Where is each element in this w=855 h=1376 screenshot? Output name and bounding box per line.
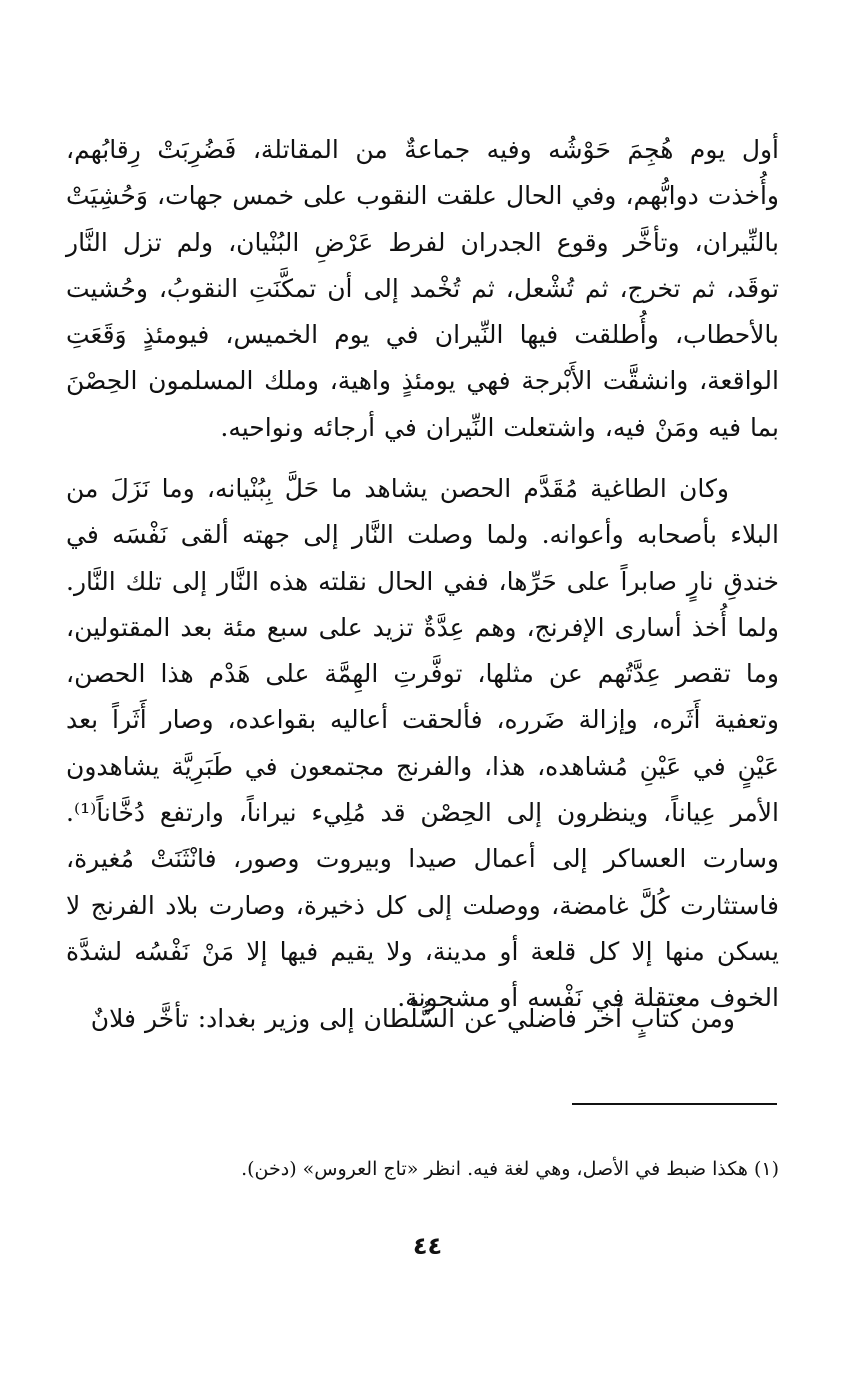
body-paragraph-3: ومن كتابٍ آخر فاضلي عن السُّلْطان إلى وزير بغداد: تأخَّر فلانٌ bbox=[90, 1004, 735, 1033]
page-number: ٤٤ bbox=[412, 1232, 443, 1260]
body-paragraph-1: أول يوم هُجِمَ حَوْشُه وفيه جماعةٌ من المقاتلة، فَضُرِبَتْ رِقابُهم، وأُخذت دوابُّهم، وفي الحال علقت النقوب على خمس جهات، وَحُشِيَتْ بالنِّيران، وتأخَّر وقوع الجدران لفرط عَرْضِ البُنْيان، ولم تزل النَّار توقَد، ثم تخرج، ثم تُشْعل، ثم تُخْمد إلى أن تمكَّنَتِ النقوبُ، وحُشيت بالأحطاب، وأُطلقت فيها النِّيران في يوم الخميس، فيومئذٍ وَقَعَتِ الواقعة، وانشقَّت الأَبْرجة فهي يومئذٍ واهية، وملك المسلمون الحِصْنَ بما فيه ومَنْ فيه، واشتعلت النِّيران في أرجائه ونواحيه. bbox=[66, 135, 779, 442]
body-paragraph-2: وكان الطاغية مُقَدَّم الحصن يشاهد ما حَلَّ بِبُنْيانه، وما نَزَلَ من البلاء بأصحابه وأعوانه. ولما وصلت النَّار إلى جهته ألقى نَفْسَه في خندقِ نارٍ صابراً على حَرِّها، ففي الحال نقلته هذه النَّار إلى تلك النَّار. ولما أُخذ أسارى الإفرنج، وهم عِدَّةٌ تزيد على سبع مئة بعد المقتولين، وما تقصر عِدَّتُهم عن مثلها، توفَّرتِ الهِمَّة على هَدْم هذا الحصن، وتعفية أَثَره، وإزالة ضَرره، فألحقت أعاليه بقواعده، وصار أَثَراً بعد عَيْنٍ في عَيْنِ مُشاهده، هذا، والفرنج مجتمعون في طَبَرِيَّة يشاهدون الأمر عِياناً، وينظرون إلى الحِصْن قد مُلِيء نيراناً، وارتفع دُخَّاناً⁽¹⁾. وسارت العساكر إلى أعمال صيدا وبيروت وصور، فانْثَنَتْ مُغيرة، فاستثارت كُلَّ غامضة، ووصلت إلى كل ذخيرة، وصارت بلاد الفرنج لا يسكن منها إلا كل قلعة أو مدينة، ولا يقيم فيها إلا مَنْ نَفْسُه لشدَّة الخوف معتقلة في نَفْسه أو مشحونة. bbox=[66, 474, 779, 1013]
footnote-separator bbox=[572, 1103, 777, 1105]
footnote: (١) هكذا ضبط في الأصل، وهي لغة فيه. انظر «تاج العروس» (دخن). bbox=[241, 1158, 779, 1180]
